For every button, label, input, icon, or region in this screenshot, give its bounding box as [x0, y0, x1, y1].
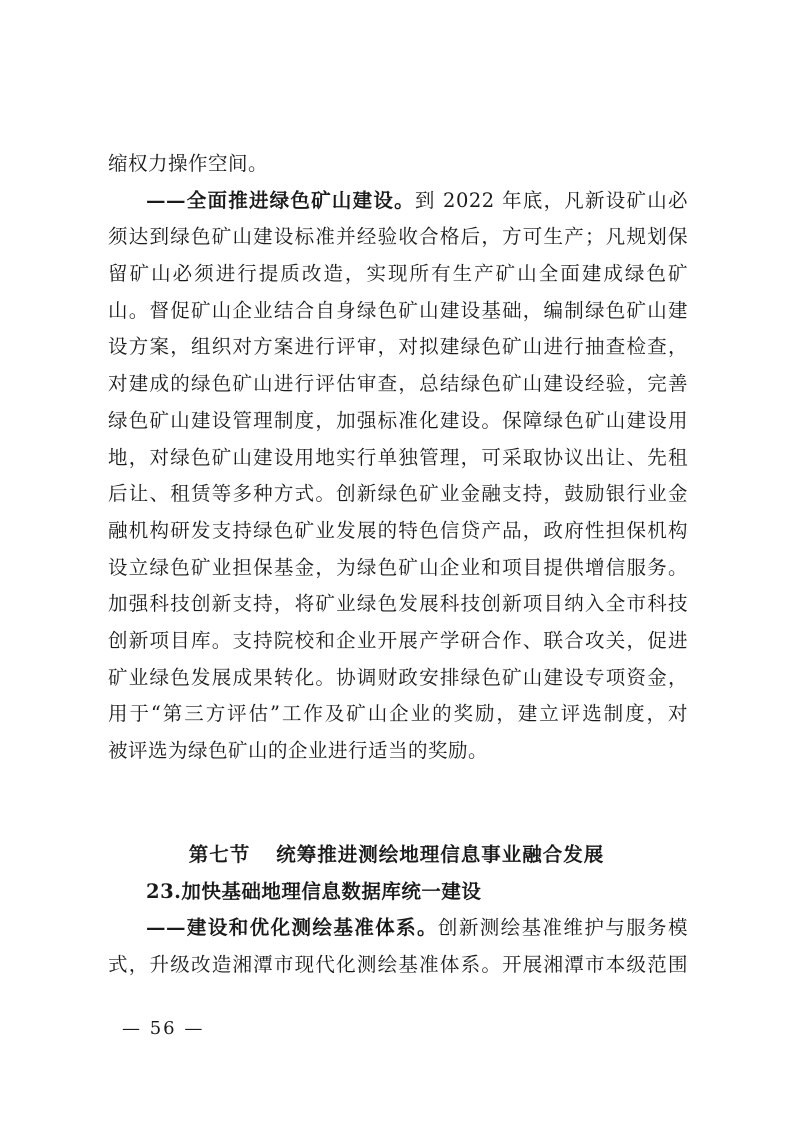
- text-line: 创新项目库。支持院校和企业开展产学研合作、联合攻关，促进: [108, 628, 688, 652]
- text-line: 后让、租赁等多种方式。创新绿色矿业金融支持，鼓励银行业金: [108, 482, 688, 506]
- text-line: 须达到绿色矿山建设标准并经验收合格后，方可生产；凡规划保: [108, 225, 688, 249]
- page-number: — 56 —: [122, 1018, 205, 1039]
- text-line: 用于“第三方评估”工作及矿山企业的奖励，建立评选制度，对: [108, 702, 688, 726]
- text-line: 式，升级改造湘潭市现代化测绘基准体系。开展湘潭市本级范围: [108, 952, 688, 976]
- text-line: 缩权力操作空间。: [108, 152, 269, 175]
- body-paragraph-green-mines: [108, 146, 688, 770]
- text-line: 被评选为绿色矿山的企业进行适当的奖励。: [108, 739, 489, 762]
- text-line: 设方案，组织对方案进行评审，对拟建绿色矿山进行抽查检查，: [108, 335, 688, 359]
- text-line: 留矿山必须进行提质改造，实现所有生产矿山全面建成绿色矿: [108, 262, 688, 286]
- text-line-heading: [108, 910, 688, 947]
- text-line: 矿业绿色发展成果转化。协调财政安排绿色矿山建设专项资金，: [108, 665, 688, 689]
- text-line: 设立绿色矿业担保基金，为绿色矿山企业和项目提供增信服务。: [108, 555, 688, 579]
- inline-heading-rest: 创新测绘基准维护与服务模: [437, 916, 688, 939]
- text-line: 地，对绿色矿山建设用地实行单独管理，可采取协议出让、先租: [108, 445, 688, 469]
- text-line: 加强科技创新支持，将矿业绿色发展科技创新项目纳入全市科技: [108, 592, 688, 616]
- body-paragraph-surveying: [108, 910, 688, 983]
- inline-heading-rest: 到 2022 年底，凡新设矿山必: [414, 188, 688, 212]
- text-line: 绿色矿山建设管理制度，加强标准化建设。保障绿色矿山建设用: [108, 408, 688, 432]
- inline-heading: ——建设和优化测绘基准体系。: [146, 916, 438, 939]
- text-line-heading: [108, 183, 688, 220]
- text-line: 对建成的绿色矿山进行评估审查，总结绿色矿山建设经验，完善: [108, 372, 688, 396]
- inline-heading: ——全面推进绿色矿山建设。: [146, 188, 415, 212]
- text-line: 融机构研发支持绿色矿业发展的特色信贷产品，政府性担保机构: [108, 518, 688, 542]
- item-heading: 23.加快基础地理信息数据库统一建设: [146, 880, 482, 903]
- section-title: 统筹推进测绘地理信息事业融合发展: [276, 843, 605, 866]
- section-number: 第七节: [188, 843, 251, 866]
- section-heading: [0, 839, 793, 867]
- text-line: 山。督促矿山企业结合自身绿色矿山建设基础，编制绿色矿山建: [108, 298, 688, 322]
